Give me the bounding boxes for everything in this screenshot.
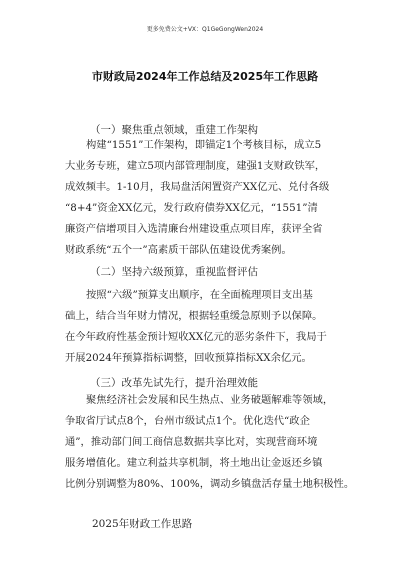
section-body-3 bbox=[65, 390, 355, 495]
body-line: 大业务专班，建立5项内部管理制度，建强1支财政铁军， bbox=[65, 160, 326, 172]
body-line: 按照“六级”预算支出顺序，在全面梳理项目支出基 bbox=[86, 289, 313, 301]
body-line: 通”，推动部门间工商信息数据共享比对，实现营商环境 bbox=[65, 436, 318, 448]
body-line: 服务增值化。建立利益共享机制，将土地出让金返还乡镇 bbox=[65, 457, 323, 469]
section-body-1 bbox=[65, 135, 355, 261]
body-line: 聚焦经济社会发展和民生热点、业务破题解难等领域， bbox=[86, 394, 334, 406]
watermark-text: 更多免费公文+VX：Q1GeGongWen2024 bbox=[146, 26, 264, 33]
body-line: 财政系统“五个一”高素质干部队伍建设优秀案例。 bbox=[65, 244, 292, 256]
section-heading-4: 2025年财政工作思路 bbox=[92, 518, 193, 530]
section-heading-2: （二）坚持六级预算，重视监督评估 bbox=[90, 266, 258, 278]
body-line: 在今年政府性基金预计短收XX亿元的恶劣条件下，我局于 bbox=[65, 331, 327, 343]
section-heading-1: （一）聚焦重点领域，重建工作架构 bbox=[90, 124, 258, 136]
body-line: 础上，结合当年财力情况，根据轻重缓急原则予以保障。 bbox=[65, 310, 323, 322]
body-line: 比例分别调整为80%、100%，调动乡镇盘活存量土地积极性。 bbox=[65, 478, 355, 490]
body-line: 开展2024年预算指标调整，回收预算指标XX余亿元。 bbox=[65, 352, 312, 364]
body-line: 成效频丰。1-10月，我局盘活闲置资产XX亿元、兑付各级 bbox=[65, 181, 330, 193]
section-heading-3: （三）改革先试先行，提升治理效能 bbox=[90, 377, 258, 389]
section-body-2 bbox=[65, 285, 355, 369]
body-line: “8+4”资金XX亿元，发行政府债券XX亿元，“1551”清 bbox=[65, 202, 318, 214]
body-line: 廉资产信增项目入选清廉台州建设重点项目库，获评全省 bbox=[65, 223, 323, 235]
body-line: 争取省厅试点8个，台州市级试点1个。优化迭代“政企 bbox=[65, 415, 310, 427]
body-line: 构建“1551”工作架构，即锚定1个考核目标，成立5 bbox=[86, 139, 322, 151]
page-title: 市财政局2024年工作总结及2025年工作思路 bbox=[91, 70, 319, 83]
